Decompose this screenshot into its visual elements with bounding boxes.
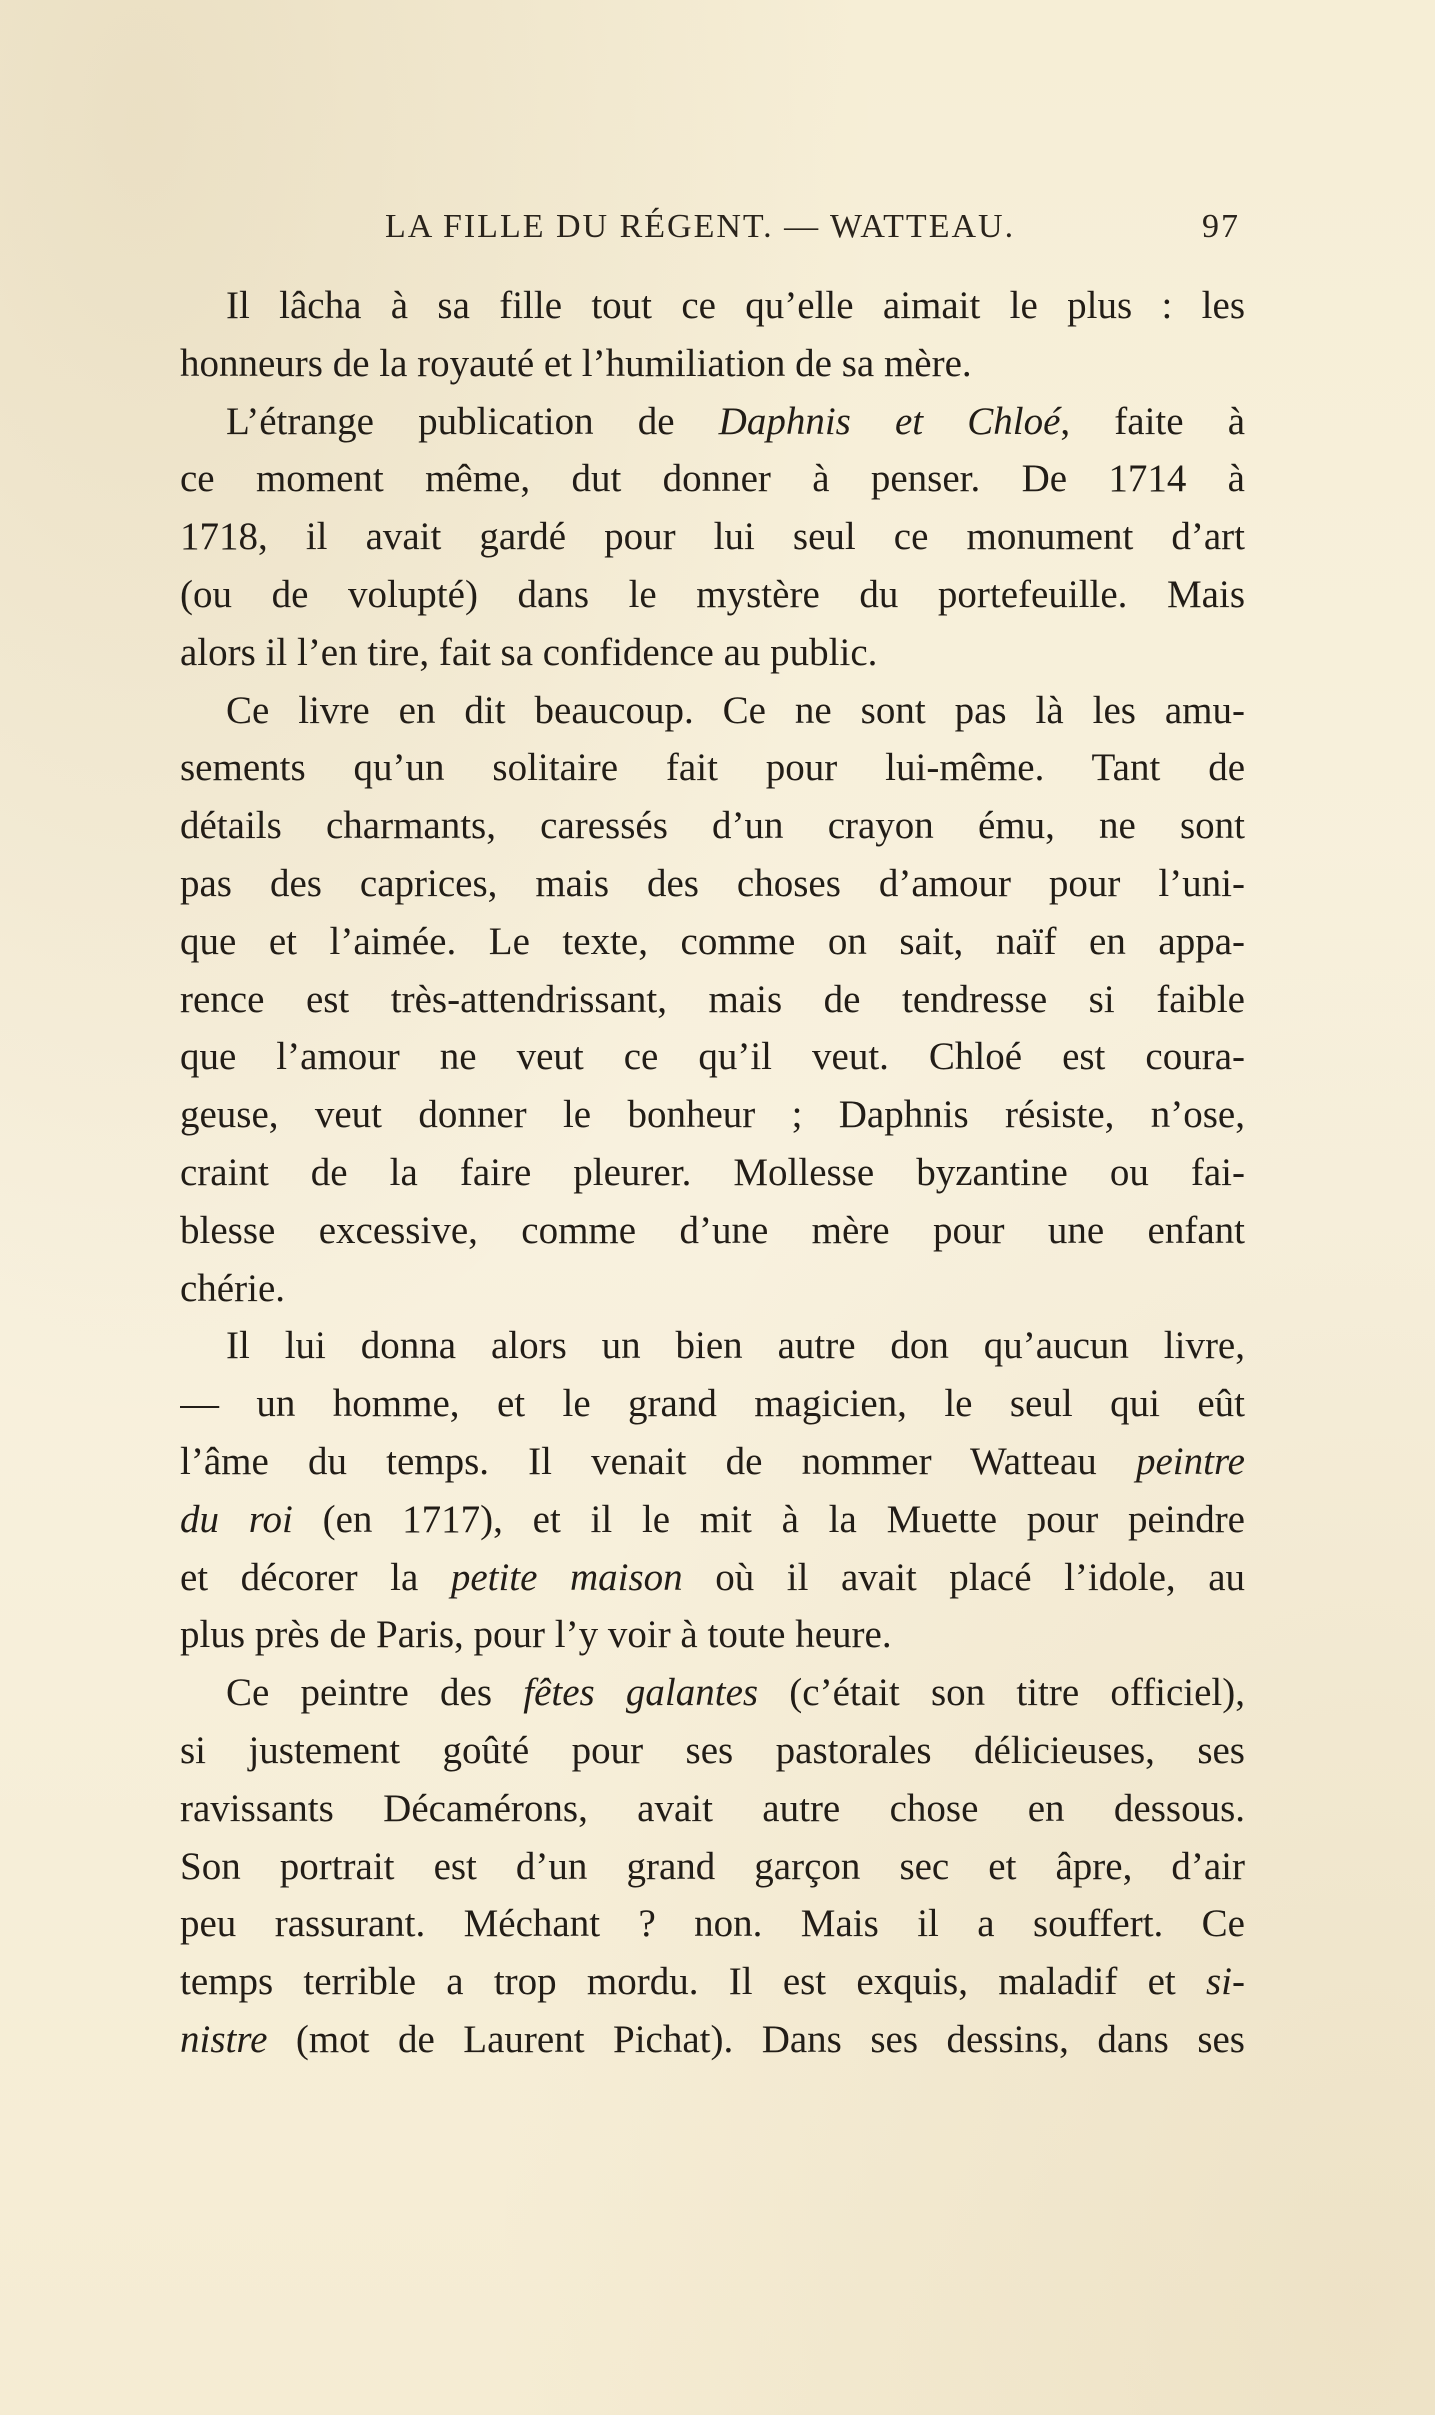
text-segment: temps terrible a trop mordu. Il est exquis, maladif et	[180, 1960, 1206, 2004]
text-segment: pas des caprices, mais des choses d’amour pour l’uni-	[180, 861, 1245, 905]
text-segment: alors il l’en tire, fait sa confidence au public.	[180, 630, 878, 674]
italic-phrase: du roi	[180, 1497, 293, 1541]
text-line	[180, 335, 1245, 393]
text-line	[180, 1086, 1245, 1144]
text-line	[180, 508, 1245, 566]
text-line	[180, 971, 1245, 1029]
text-segment: (mot de Laurent Pichat). Dans ses dessins, dans ses	[267, 2017, 1245, 2061]
italic-phrase: fêtes galantes	[523, 1671, 759, 1715]
italic-phrase: nistre	[180, 2017, 268, 2061]
text-segment: L’étrange publication de	[226, 399, 719, 443]
text-segment: rence est très-attendrissant, mais de tendresse si faible	[180, 977, 1245, 1021]
body-text	[180, 277, 1245, 2069]
text-line	[180, 855, 1245, 913]
text-segment: ce moment même, dut donner à penser. De 1714 à	[180, 457, 1245, 501]
text-segment: (en 1717), et il le mit à la Muette pour peindre	[292, 1497, 1245, 1541]
text-segment: Ce livre en dit beaucoup. Ce ne sont pas là les amu-	[226, 688, 1245, 732]
running-head	[180, 208, 1240, 258]
text-segment: plus près de Paris, pour l’y voir à toute heure.	[180, 1613, 892, 1657]
text-line	[180, 450, 1245, 508]
text-segment: (ou de volupté) dans le mystère du portefeuille. Mais	[180, 572, 1245, 616]
text-segment: détails charmants, caressés d’un crayon ému, ne sont	[180, 804, 1245, 848]
text-line	[180, 566, 1245, 624]
text-segment: peu rassurant. Méchant ? non. Mais il a souffert. Ce	[180, 1902, 1245, 1946]
text-line	[180, 1028, 1245, 1086]
text-segment: craint de la faire pleurer. Mollesse byzantine ou fai-	[180, 1150, 1245, 1194]
text-line	[180, 1375, 1245, 1433]
text-line	[180, 1895, 1245, 1953]
text-line	[180, 1780, 1245, 1838]
text-segment: Il lâcha à sa fille tout ce qu’elle aimait le plus : les	[226, 284, 1245, 327]
text-segment: — un homme, et le grand magicien, le seul qui eût	[180, 1382, 1245, 1426]
text-segment: où il avait placé l’idole, au	[682, 1555, 1245, 1599]
text-segment: sements qu’un solitaire fait pour lui-même. Tant de	[180, 746, 1245, 790]
text-segment: l’âme du temps. Il venait de nommer Watteau	[180, 1439, 1136, 1483]
text-line	[180, 1144, 1245, 1202]
text-line	[180, 393, 1245, 451]
text-line	[180, 1722, 1245, 1780]
text-line	[180, 1202, 1245, 1260]
text-line	[180, 797, 1245, 855]
text-segment: honneurs de la royauté et l’humiliation de sa mère.	[180, 341, 972, 385]
text-line	[180, 913, 1245, 971]
text-line	[180, 1606, 1245, 1664]
text-segment: Il lui donna alors un bien autre don qu’aucun livre,	[226, 1324, 1245, 1368]
text-segment: si justement goûté pour ses pastorales délicieuses, ses	[180, 1728, 1245, 1772]
text-line	[180, 277, 1245, 335]
text-line	[180, 2011, 1245, 2069]
text-segment: que et l’aimée. Le texte, comme on sait, naïf en appa-	[180, 919, 1245, 963]
text-line	[180, 1491, 1245, 1549]
text-segment: (c’était son titre officiel),	[758, 1671, 1245, 1715]
text-line	[180, 1317, 1245, 1375]
text-segment: 1718, il avait gardé pour lui seul ce monument d’art	[180, 515, 1245, 559]
text-segment: Ce peintre des	[226, 1671, 524, 1715]
text-segment: et décorer la	[180, 1555, 451, 1599]
text-line	[180, 739, 1245, 797]
text-segment: que l’amour ne veut ce qu’il veut. Chloé est coura-	[180, 1035, 1245, 1079]
italic-phrase: Daphnis et Chloé	[718, 399, 1061, 443]
text-line	[180, 682, 1245, 740]
text-segment: geuse, veut donner le bonheur ; Daphnis résiste, n’ose,	[180, 1093, 1245, 1137]
text-line	[180, 1664, 1245, 1722]
text-segment: Son portrait est d’un grand garçon sec et âpre, d’air	[180, 1844, 1245, 1888]
text-segment: chérie.	[180, 1266, 286, 1310]
text-line	[180, 1549, 1245, 1607]
text-line	[180, 1260, 1245, 1318]
text-line	[180, 624, 1245, 682]
running-title: LA FILLE DU RÉGENT. — WATTEAU.	[385, 208, 1016, 245]
page-number: 97	[1202, 208, 1240, 245]
italic-phrase: petite maison	[450, 1555, 683, 1599]
text-segment: ravissants Décamérons, avait autre chose en dessous.	[180, 1786, 1245, 1830]
italic-phrase: si-	[1206, 1960, 1245, 2004]
text-line	[180, 1953, 1245, 2011]
text-line	[180, 1433, 1245, 1491]
text-segment: blesse excessive, comme d’une mère pour une enfant	[180, 1208, 1245, 1252]
italic-phrase: peintre	[1135, 1439, 1245, 1483]
text-line	[180, 1838, 1245, 1896]
text-segment: , faite à	[1060, 399, 1245, 443]
